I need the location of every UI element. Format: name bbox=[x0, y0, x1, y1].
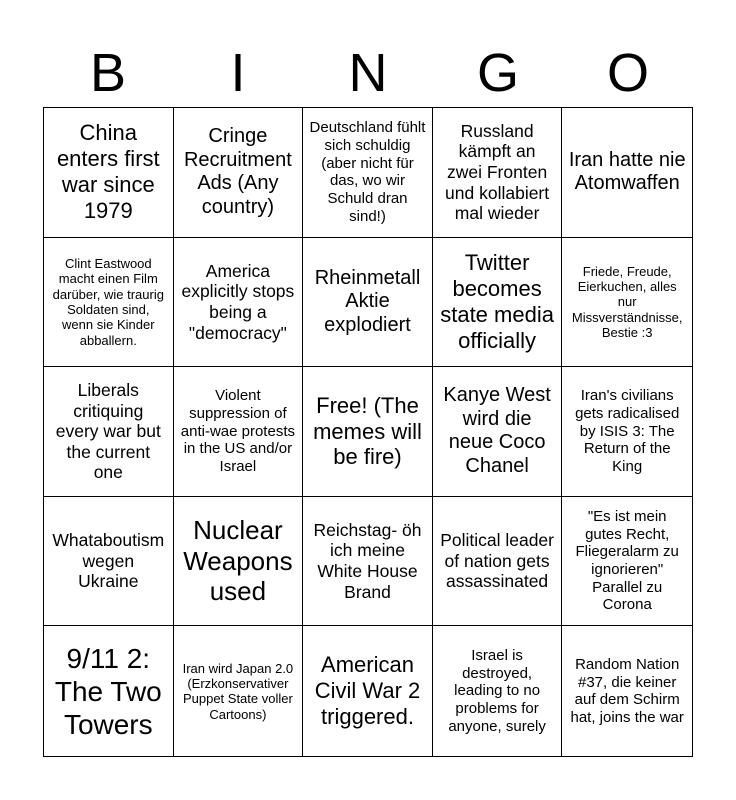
bingo-cell[interactable]: Cringe Recruitment Ads (Any country) bbox=[174, 108, 304, 238]
bingo-cell[interactable]: Friede, Freude, Eierkuchen, alles nur Missverständnisse, Bestie :3 bbox=[562, 238, 692, 368]
bingo-card bbox=[43, 107, 693, 757]
bingo-cell[interactable]: Random Nation #37, die keiner auf dem Schirm hat, joins the war bbox=[570, 655, 684, 726]
bingo-cell[interactable]: Violent suppression of anti-wae protests in the US and/or Israel bbox=[174, 367, 304, 497]
bingo-cell[interactable]: Russland kämpft an zwei Fronten und kollabiert mal wieder bbox=[433, 108, 563, 238]
bingo-cell[interactable]: Clint Eastwood macht einen Film darüber, wie traurig Soldaten sind, wenn sie Kinder abballern. bbox=[44, 238, 174, 368]
header-letter-i: I bbox=[230, 43, 246, 103]
bingo-cell[interactable]: Deutschland fühlt sich schuldig (aber nicht für das, wo wir Schuld dran sind!) bbox=[303, 108, 433, 238]
bingo-cell[interactable]: Political leader of nation gets assassinated bbox=[433, 497, 563, 627]
bingo-cell[interactable]: Liberals critiquing every war but the current one bbox=[44, 367, 174, 497]
bingo-cell[interactable]: 9/11 2: The Two Towers bbox=[44, 626, 174, 756]
free-space-cell[interactable]: Free! (The memes will be fire) bbox=[303, 367, 433, 497]
header-letter-o: O bbox=[606, 43, 649, 103]
bingo-cell[interactable]: Iran's civilians gets radicalised by ISIS 3: The Return of the King bbox=[562, 367, 692, 497]
header-letter-g: G bbox=[476, 43, 519, 103]
bingo-cell[interactable]: Iran hatte nie Atomwaffen bbox=[562, 108, 692, 238]
bingo-cell[interactable]: China enters first war since 1979 bbox=[44, 108, 174, 238]
bingo-cell[interactable]: Israel is destroyed, leading to no problems for anyone, surely bbox=[433, 626, 563, 756]
header-letter-b: B bbox=[89, 43, 127, 103]
bingo-cell[interactable]: American Civil War 2 triggered. bbox=[303, 626, 433, 756]
bingo-cell[interactable]: Rheinmetall Aktie explodiert bbox=[303, 238, 433, 368]
bingo-cell[interactable]: America explicitly stops being a "democracy" bbox=[174, 238, 304, 368]
bingo-cell[interactable]: Iran wird Japan 2.0 (Erzkonservativer Puppet State voller Cartoons) bbox=[174, 626, 304, 756]
bingo-header bbox=[43, 40, 693, 106]
bingo-cell[interactable]: Nuclear Weapons used bbox=[174, 497, 304, 627]
bingo-cell[interactable]: Reichstag- öh ich meine White House Brand bbox=[303, 497, 433, 627]
bingo-cell[interactable]: Whataboutism wegen Ukraine bbox=[44, 497, 174, 627]
bingo-cell[interactable]: Kanye West wird die neue Coco Chanel bbox=[433, 367, 563, 497]
header-letter-n: N bbox=[348, 43, 388, 103]
bingo-cell[interactable]: Twitter becomes state media officially bbox=[433, 238, 563, 368]
bingo-cell[interactable]: "Es ist mein gutes Recht, Fliegeralarm zu ignorieren" Parallel zu Corona bbox=[562, 497, 692, 627]
